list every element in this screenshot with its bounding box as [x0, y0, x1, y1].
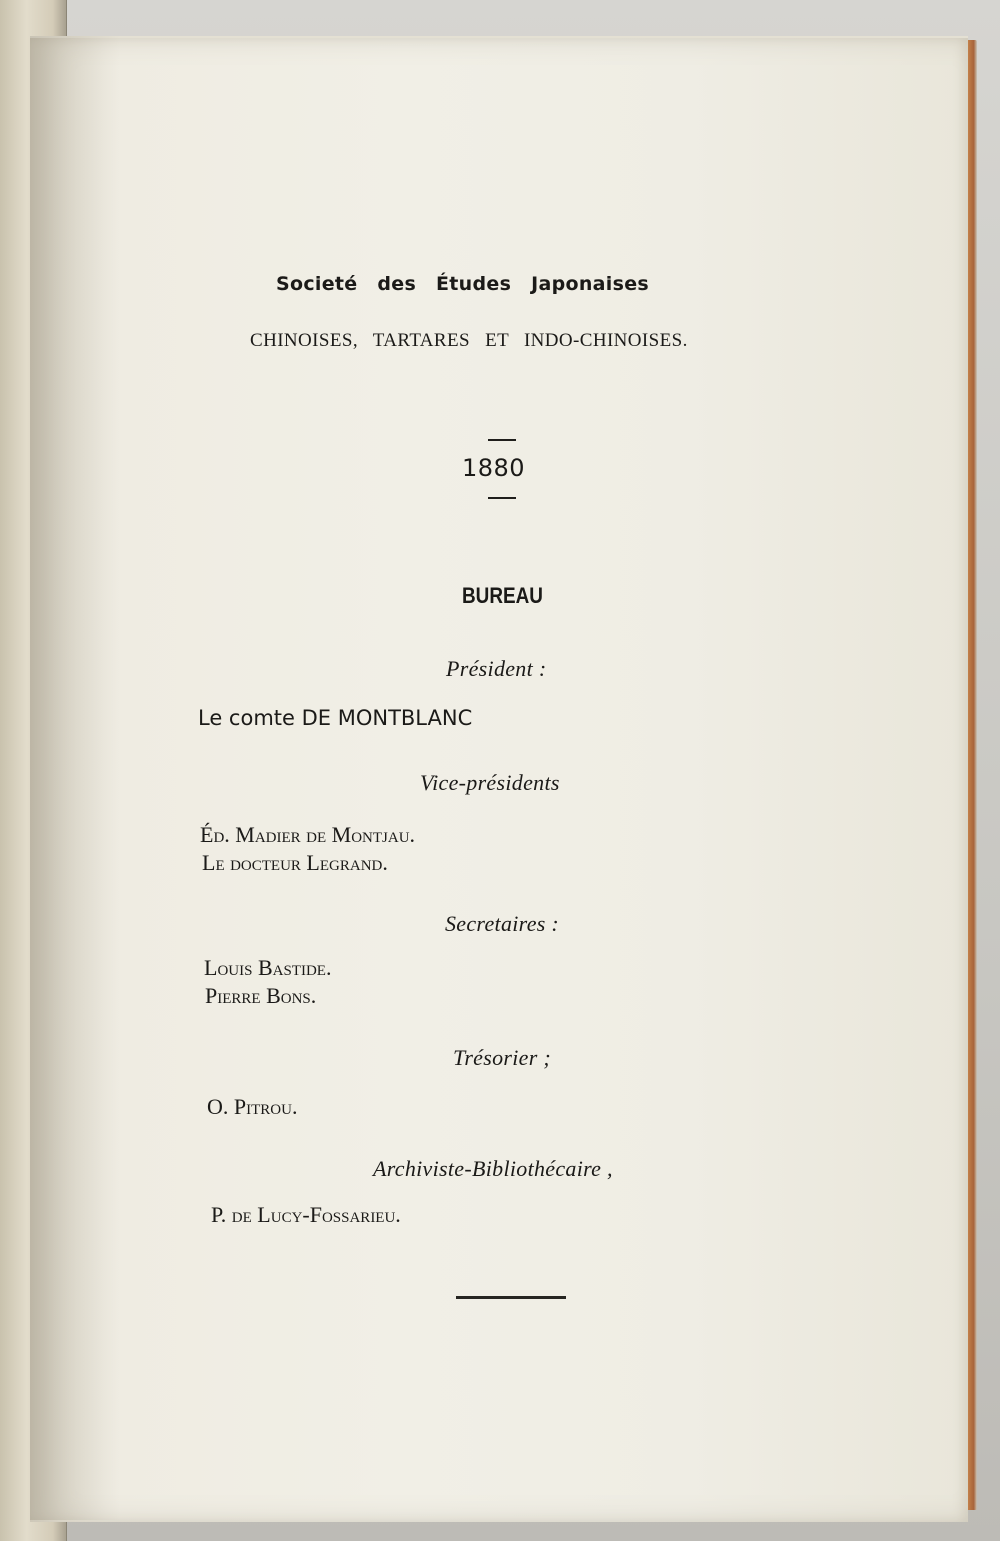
- society-title: Societé des Études Japonaises: [276, 273, 650, 295]
- closing-rule: [456, 1296, 566, 1299]
- role-president: Président :: [446, 656, 547, 681]
- society-subtitle: CHINOISES, TARTARES ET INDO-CHINOISES.: [250, 330, 688, 351]
- role-archiviste: Archiviste-Bibliothécaire ,: [373, 1156, 613, 1181]
- name-president: Le comte DE MONTBLANC: [198, 706, 473, 730]
- role-tresorier: Trésorier ;: [453, 1045, 552, 1070]
- name-secretaire-1: Louis Bastide.: [204, 955, 332, 980]
- year: 1880: [462, 454, 526, 482]
- year-dash-bottom: [488, 497, 516, 499]
- name-tresorier: O. Pitrou.: [207, 1094, 298, 1119]
- name-archiviste: P. de Lucy-Fossarieu.: [211, 1202, 401, 1227]
- name-vice-president-1: Éd. Madier de Montjau.: [200, 822, 416, 847]
- year-dash-top: [488, 439, 516, 441]
- role-secretaires: Secretaires :: [445, 911, 560, 936]
- name-secretaire-2: Pierre Bons.: [205, 983, 317, 1008]
- name-vice-president-2: Le docteur Legrand.: [202, 850, 388, 875]
- bureau-heading: BUREAU: [462, 583, 543, 608]
- role-vice-presidents: Vice-présidents: [420, 770, 560, 795]
